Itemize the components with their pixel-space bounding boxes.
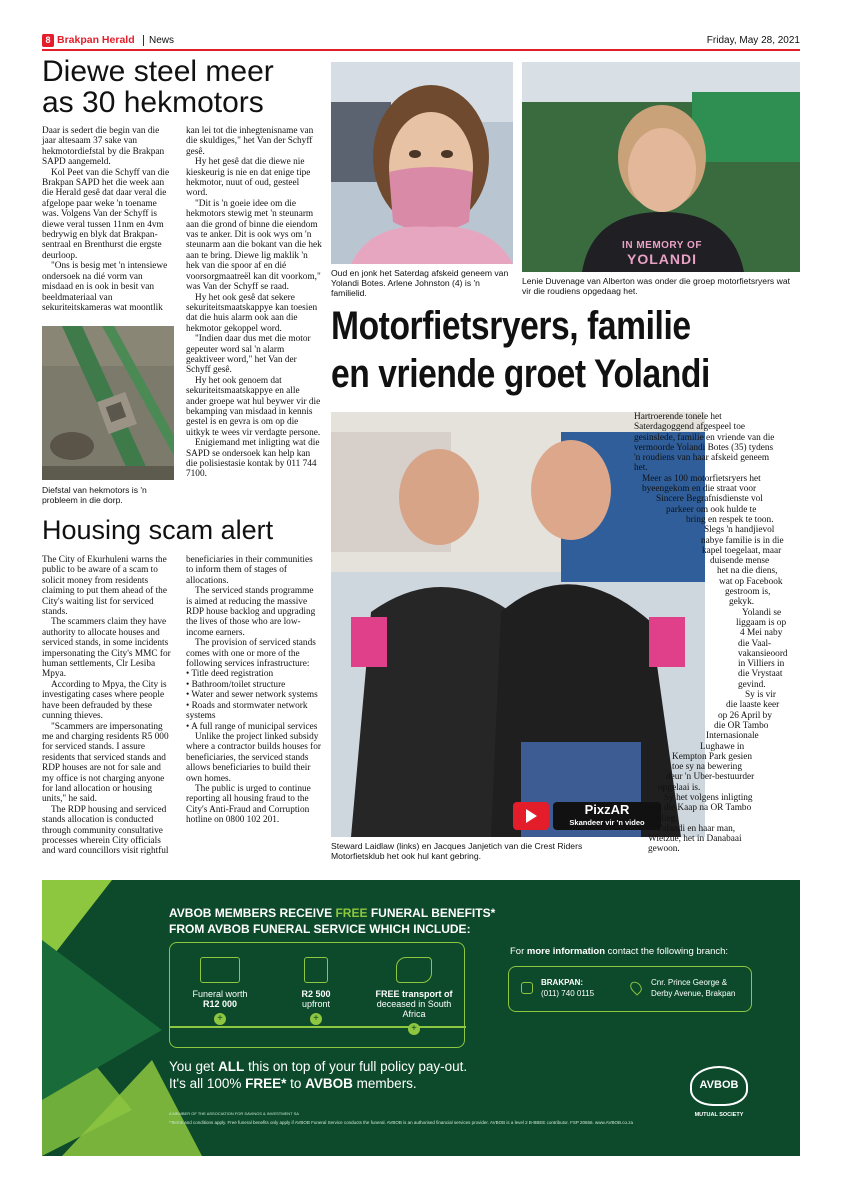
contact-intro-bold: more information xyxy=(526,946,606,957)
coffin-icon xyxy=(200,957,240,983)
ad-headline-free: FREE xyxy=(335,906,368,920)
tagline-text: to xyxy=(286,1076,306,1091)
bullet-item: • Roads and stormwater network systems xyxy=(186,700,308,722)
play-icon xyxy=(526,809,537,823)
gate-motor-caption: Diefstal van hekmotors is 'n probleem in die dorp. xyxy=(42,485,147,506)
paragraph: Hy het ook gesê dat sekere sekuriteitsmaatskappye kan toesien dat die huis alarm ook aan die hekmotor gekoppel word. xyxy=(186,292,318,334)
phone-icon xyxy=(521,982,533,994)
body-line: gekyk. xyxy=(729,597,755,608)
benefit3-label: FREE transport of xyxy=(375,989,453,999)
woman-photo xyxy=(522,62,800,272)
body-line: het. xyxy=(634,463,648,474)
paragraph: Enigiemand met inligting wat die SAPD se ondersoek kan help kan die polisiestasie kontak by 011 744 7100. xyxy=(186,438,320,480)
article1-headline-line2: as 30 hekmotors xyxy=(42,86,264,119)
ad-tagline-line2 xyxy=(169,1075,589,1092)
page-number: 8 xyxy=(45,35,51,45)
paragraph: The City of Ekurhuleni warns the public to be aware of a scam to solicit money from residents claiming to put them ahead of the City's waiting list for serviced stands. xyxy=(42,555,167,618)
benefit1-label: Funeral worth xyxy=(192,989,248,999)
body-line: vakansieoord xyxy=(738,648,788,659)
body-line: Slegs 'n handjievol xyxy=(704,525,775,536)
body-line: vermoorde Yolandi Botes (35) tydens xyxy=(634,442,774,453)
fineprint: *Terms and conditions apply. Free funeral benefits only apply if AVBOB Funeral Service conducts the funeral. AVBOB is an authorised financial services provider. AVBOB is a level 2 B-BBEE contributor. FSP 20656. www.AVBOB.co.za xyxy=(169,1120,633,1125)
benefit3-value: deceased in South Africa xyxy=(376,999,452,1019)
article3-body xyxy=(634,412,800,855)
avbob-logo-sub: MUTUAL SOCIETY xyxy=(694,1112,744,1118)
article1-headline-line1: Diewe steel meer xyxy=(42,55,274,88)
paragraph: "Ons is besig met 'n intensiewe ondersoek na dié vorm van misdaad en is ook in besit van beeldmateriaal van sekuriteitskameras wat moontlik xyxy=(42,261,168,313)
paragraph: The serviced stands programme is aimed at reducing the massive RDP house backlog and upgrading the lives of those who are low-income earners. xyxy=(186,586,316,638)
branch-info xyxy=(541,977,594,999)
issue-date: Friday, May 28, 2021 xyxy=(706,35,800,46)
plus-icon: + xyxy=(214,1013,226,1025)
branch-box[interactable] xyxy=(508,966,752,1012)
branch-name: BRAKPAN: xyxy=(541,978,584,987)
ad-headline xyxy=(169,905,509,937)
paragraph: Kol Peet van die Schyff van die Brakpan SAPD het die week aan die Herald gesê dat daar veral die afgelope paar weke 'n toename was. Volgens Van der Schyff is diewe veral tussen 11nm en 4vm bedrywig en blyk dat Brakpan-sentraal en Brenthurst die ergste deurloop. xyxy=(42,167,170,261)
body-line: duisende mense xyxy=(710,556,770,567)
paragraph: Unlike the project linked subsidy where a contractor builds houses for beneficiaries, the serviced stands allows beneficiaries to build their own homes. xyxy=(186,731,322,784)
body-line: Sy is vir xyxy=(745,690,776,701)
body-line: 4 Mei naby xyxy=(740,628,783,639)
ad-headline-line1 xyxy=(169,905,509,921)
article2-col2 xyxy=(186,555,322,826)
tagline-text: members. xyxy=(352,1076,417,1091)
avbob-logo-text: AVBOB xyxy=(699,1079,739,1091)
branch-address-line2: Derby Avenue, Brakpan xyxy=(651,989,736,998)
tagline-text: It's all 100% xyxy=(169,1076,246,1091)
body-line: Internasionale xyxy=(706,731,759,742)
benefit2-value: upfront xyxy=(301,999,331,1009)
body-line: kapel toegelaat, maar xyxy=(702,545,782,556)
girl-caption: Oud en jonk het Saterdag afskeid geneem van Yolandi Botes. Arlene Johnston (4) is 'n familielid. xyxy=(331,268,509,299)
ad-headline-text: FUNERAL BENEFITS* xyxy=(367,906,496,920)
body-line: Yolandi se xyxy=(742,607,782,618)
pixzar-logo: PixzAR xyxy=(584,802,630,817)
girl-mask-photo xyxy=(331,62,513,264)
paragraph: Hy het ook genoem dat sekuriteitsmaatskappye en alle ander groepe wat hul beywer vir die bekamping van misdaad in kennis gestel is en gevra is om op die uitkyk te wees vir verdagte persone. xyxy=(186,375,321,438)
contact-intro xyxy=(510,946,728,957)
body-line: Saterdagoggend afgespeel toe xyxy=(634,422,745,433)
play-button[interactable] xyxy=(513,802,549,830)
paper-name: Brakpan Herald xyxy=(57,34,135,46)
body-line: byeengekom en die straat voor xyxy=(642,484,757,495)
benefit2-label: R2 500 xyxy=(301,989,331,999)
body-line: gesinslede, familie en vriende van die xyxy=(634,432,775,443)
article2-col1 xyxy=(42,555,173,857)
body-line: in Villiers in xyxy=(738,659,785,670)
benefit-transport xyxy=(366,957,462,1035)
body-line: Wietzue, het in Danabaai xyxy=(648,834,742,845)
body-line: van die Kaap na OR Tambo xyxy=(648,803,752,814)
ad-tagline-line1 xyxy=(169,1058,589,1075)
tagline-text: this on top of your full policy pay-out. xyxy=(244,1059,468,1074)
article3-headline-line1: Motorfietsryers, familie xyxy=(331,304,691,348)
fineprint-member: A MEMBER OF THE ASSOCIATION FOR SAVINGS & INVESTMENT SA xyxy=(169,1111,299,1116)
benefits-box xyxy=(169,942,465,1048)
article3-headline-line2: en vriende groet Yolandi xyxy=(331,352,710,396)
paragraph: kan lei tot die inhegtenisname van die skuldiges," het Van der Schyff gesê. xyxy=(186,126,314,157)
body-line: opgelaai is. xyxy=(658,782,701,793)
shirt-text-line2: YOLANDI xyxy=(627,251,697,267)
section-name: News xyxy=(149,35,175,46)
article3-headline xyxy=(331,302,725,398)
header-rule xyxy=(42,49,800,51)
body-line: Sincere Begrafnisdienste vol xyxy=(656,494,763,505)
body-line: op 26 April by xyxy=(718,710,772,721)
pixzar-sub: Skandeer vir 'n video xyxy=(569,818,645,827)
article1-headline xyxy=(42,56,332,118)
ad-headline-text: AVBOB MEMBERS RECEIVE xyxy=(169,906,336,920)
body-line: toe sy na bewering xyxy=(672,762,742,773)
paragraph: "Indien daar dus met die motor gepeuter word sal 'n alarm geaktiveer word," het Van der Schyff gesê. xyxy=(186,334,311,376)
page-header xyxy=(42,34,800,48)
body-line: 'n roudiens van haar afskeid geneem xyxy=(634,453,770,464)
body-line: Kempton Park gesien xyxy=(672,751,753,762)
avbob-logo[interactable] xyxy=(684,1066,754,1124)
body-line: Lughawe in xyxy=(700,741,745,752)
paragraph: "Dit is 'n goeie idee om die hekmotors stewig met 'n steunarm aan die grond of binne die eiendom vas te anker. Dit is ook wys om 'n steunarm aan die bokant van die hek aan te bring. Diewe lig maklik 'n hek van die spoor af en dié voorsorgmaatreël kan dit voorkom," was Van der Schyff se raad. xyxy=(186,198,322,293)
body-line: Hartroerende tonele het xyxy=(634,412,722,422)
body-line: gewoon. xyxy=(648,844,680,855)
ad-tagline xyxy=(169,1058,589,1092)
header-divider xyxy=(143,35,144,46)
paragraph: The public is urged to continue reporting all housing fraud to the City's Anti-Fraud and Corruption hotline on 0800 102 201. xyxy=(186,783,311,826)
girl-mask-image xyxy=(331,62,513,264)
body-line: gevlieg. xyxy=(648,813,678,824)
paragraph: "Scammers are impersonating me and charging residents R5 000 for serviced stands. I assure residents that serviced stands and RDP houses are not for sale and my office is not charging anyone for land allocation or housing units," he said. xyxy=(42,721,169,805)
map-truck-icon xyxy=(396,957,432,983)
benefit1-value: R12 000 xyxy=(202,999,238,1009)
body-line: gestroom is, xyxy=(725,587,771,598)
plus-icon: + xyxy=(310,1013,322,1025)
body-line: die Vrystaat xyxy=(738,669,783,680)
tagline-text: You get xyxy=(169,1059,219,1074)
body-line: Meer as 100 motorfietsryers het xyxy=(642,473,761,484)
page-number-badge xyxy=(42,34,54,47)
paragraph: The scammers claim they have authority to allocate houses and serviced stands, in some incidents impersonating the City's MMC for human settlements, Clr Lesiba Mpya. xyxy=(42,617,171,680)
paragraph: beneficiaries in their communities to inform them of stages of allocations. xyxy=(186,555,313,586)
gate-motor-image xyxy=(42,326,174,480)
paragraph: The RDP housing and serviced stands allocation is conducted through community consultative processes wherein City officials and ward councillors visit rightful xyxy=(42,804,169,857)
tagline-bold: AVBOB xyxy=(305,1076,353,1091)
body-line: liggaam is op xyxy=(736,617,787,628)
body-line: Sy het volgens inligting xyxy=(664,792,753,803)
branch-address xyxy=(651,977,735,999)
paragraph: According to Mpya, the City is investigating cases where people have been defrauded by these cunning thieves. xyxy=(42,679,167,722)
bullet-item: • Bathroom/toilet structure xyxy=(186,679,286,690)
tagline-bold: FREE* xyxy=(245,1076,287,1091)
cash-icon xyxy=(304,957,328,983)
bullet-item: • Water and sewer network systems xyxy=(186,690,318,701)
body-line: die OR Tambo xyxy=(714,720,769,731)
body-line: gevind. xyxy=(738,679,766,690)
benefit-cash xyxy=(282,957,350,1025)
bikers-caption: Steward Laidlaw (links) en Jacques Janjetich van die Crest Riders Motorfietsklub het ook hul kant gebring. xyxy=(331,841,583,862)
body-line: bring en respek te toon. xyxy=(686,514,774,525)
tagline-bold: ALL xyxy=(218,1059,245,1074)
avbob-advert[interactable] xyxy=(42,880,800,1156)
gate-motor-photo xyxy=(42,326,174,480)
shirt-text-line1: IN MEMORY OF xyxy=(622,240,702,251)
woman-caption: Lenie Duvenage van Alberton was onder die groep motorfietsryers wat vir die roudiens opgedaag het. xyxy=(522,276,790,297)
bullet-item: • A full range of municipal services xyxy=(186,721,318,732)
ad-headline-line2: FROM AVBOB FUNERAL SERVICE WHICH INCLUDE: xyxy=(169,922,471,936)
body-line: parkeer om ook hulde te xyxy=(666,504,757,515)
location-pin-icon xyxy=(628,979,644,995)
paragraph: Hy het gesê dat die diewe nie kieskeurig is nie en dat enige tipe hekmotor, nuut of oud, gesteel word. xyxy=(186,157,311,199)
article2-headline: Housing scam alert xyxy=(42,515,274,545)
body-line: nabye familie is in die xyxy=(701,535,784,546)
body-line: deur 'n Uber-bestuurder xyxy=(666,772,755,783)
body-line: wat op Facebook xyxy=(719,576,783,587)
paragraph: The provision of serviced stands comes with one or more of the following services infrastructure: xyxy=(186,638,316,670)
body-line: die laaste keer xyxy=(726,700,780,711)
bullet-item: • Title deed registration xyxy=(186,669,274,680)
branch-address-line1: Cnr. Prince George & xyxy=(651,978,728,987)
paragraph: Daar is sedert die begin van die jaar altesaam 37 sake van hekmotordiefstal by die Brakpan SAPD aangemeld. xyxy=(42,126,165,168)
benefit-funeral xyxy=(186,957,254,1025)
plus-icon: + xyxy=(408,1023,420,1035)
article1-col2 xyxy=(186,126,322,480)
article1-col1 xyxy=(42,126,172,313)
contact-intro-text: contact the following branch: xyxy=(605,946,729,957)
body-line: die Vaal- xyxy=(738,638,772,649)
shirt-text xyxy=(574,240,750,267)
branch-phone[interactable]: (011) 740 0115 xyxy=(541,989,595,998)
body-line: het na die diens, xyxy=(717,566,778,577)
contact-intro-text: For xyxy=(510,946,527,957)
body-line: Yolandi en haar man, xyxy=(656,823,736,834)
